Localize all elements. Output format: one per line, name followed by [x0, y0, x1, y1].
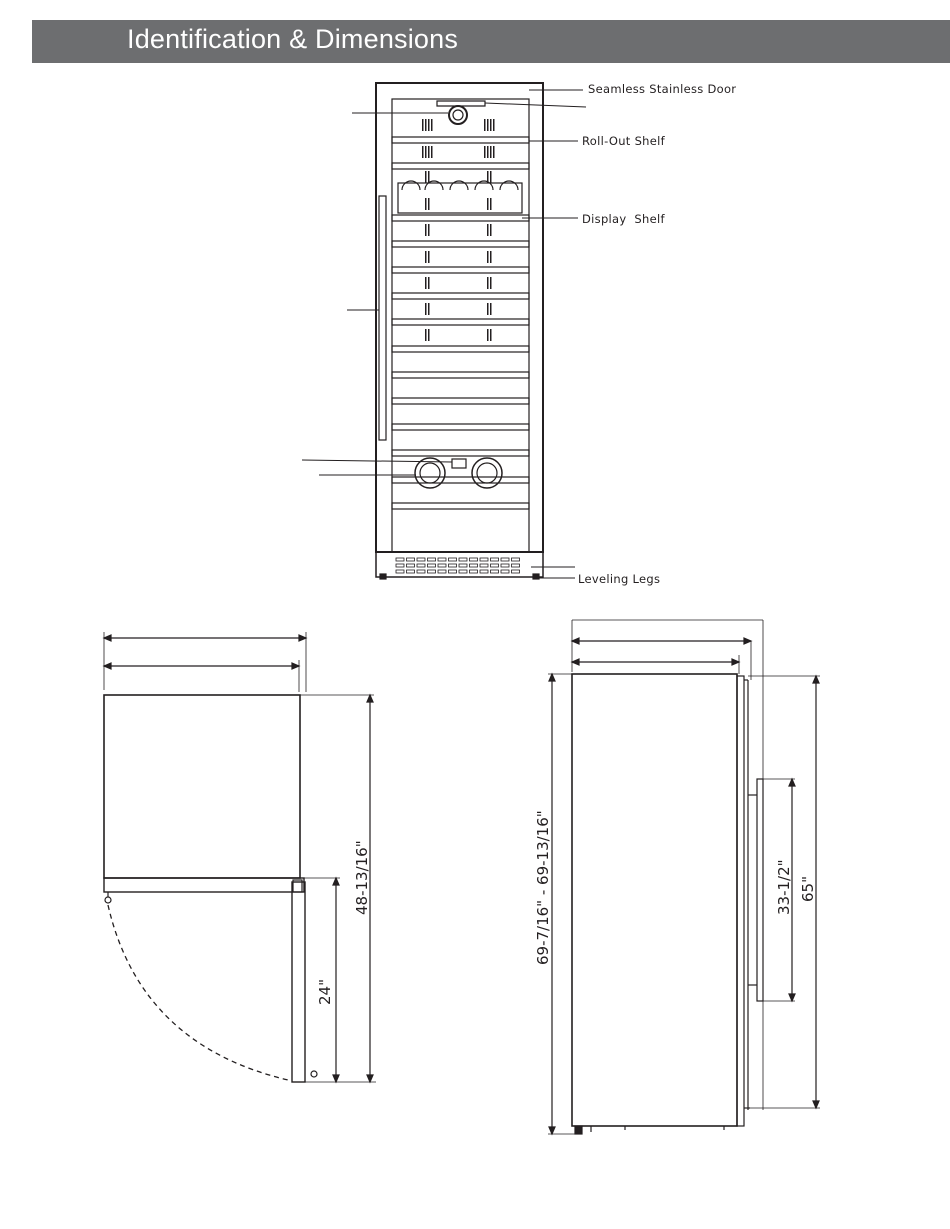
leveling-leg-left: [380, 574, 386, 579]
shelf-rail: [392, 137, 529, 143]
dim-label-handle-length: 33-1/2": [775, 859, 793, 915]
shelf-rail: [392, 398, 529, 404]
cabinet-side: [572, 674, 737, 1126]
cabinet-top: [104, 695, 300, 878]
bottle-top: [500, 181, 518, 190]
dim-label-overall-height: 69-7/16" - 69-13/16": [534, 810, 552, 965]
side-handle: [757, 779, 763, 1001]
shelf-rail: [392, 163, 529, 169]
door-closed: [104, 878, 304, 892]
hinge-pivot-left: [105, 897, 111, 903]
shelf-rail: [392, 372, 529, 378]
shelf-rail: [392, 346, 529, 352]
shelf-rail: [392, 215, 529, 221]
door-handle: [379, 196, 386, 440]
dim-label-total-depth: 48-13/16": [353, 840, 371, 915]
label-leveling-legs: Leveling Legs: [578, 572, 661, 586]
fan-control-box: [452, 459, 466, 468]
shelf-rail: [392, 503, 529, 509]
front-view: [302, 83, 586, 579]
label-seamless-door: Seamless Stainless Door: [588, 82, 737, 96]
leveling-leg-right: [533, 574, 539, 579]
leader-lock: [485, 103, 586, 107]
bottle-top: [425, 181, 443, 190]
door-swing-arc: [108, 905, 288, 1080]
top-view: [104, 632, 376, 1082]
door-frame: [376, 83, 543, 552]
page-title: Identification & Dimensions: [127, 24, 459, 54]
control-panel: [437, 101, 485, 106]
bottle-top: [402, 181, 420, 190]
label-display-shelf: Display Shelf: [582, 212, 665, 226]
hinge-pivot-right: [311, 1071, 317, 1077]
shelf-rail: [392, 477, 529, 483]
dim-label-height-span: 65": [799, 876, 817, 902]
shelf-rail: [392, 319, 529, 325]
shelf-rail: [392, 293, 529, 299]
shelf-rail: [392, 424, 529, 430]
shelf-rail: [392, 450, 529, 456]
shelf-rail: [392, 267, 529, 273]
door-edge: [737, 676, 744, 1126]
temperature-knob-icon: [449, 106, 467, 124]
side-leg-front: [575, 1126, 582, 1134]
dim-label-cabinet-depth: 24": [316, 979, 334, 1005]
shelf-rail: [392, 241, 529, 247]
bottle-top: [450, 181, 468, 190]
door-open: [292, 882, 305, 1082]
label-rollout-shelf: Roll-Out Shelf: [582, 134, 665, 148]
